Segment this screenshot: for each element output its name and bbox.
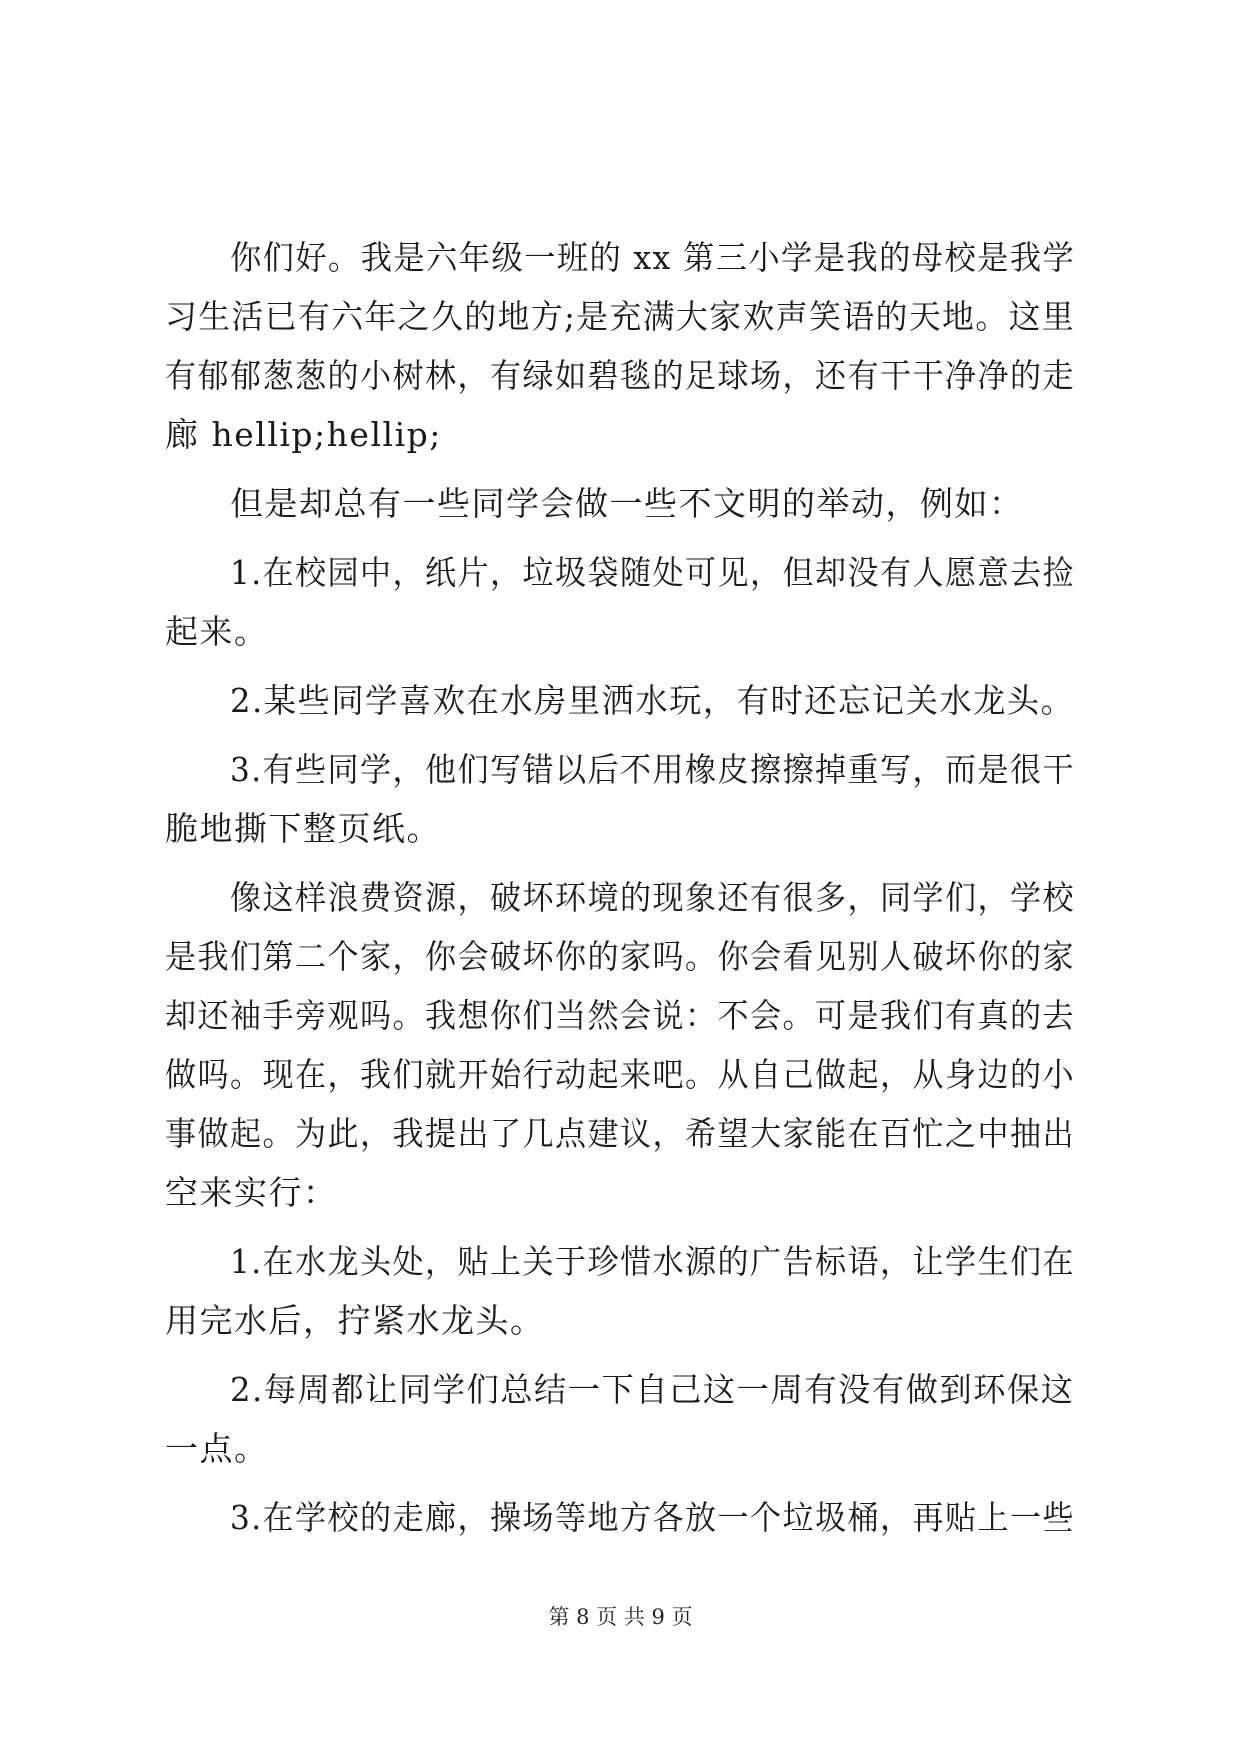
text-line: 空来实行： (165, 1173, 338, 1212)
text-line: 做吗。现在，我们就开始行动起来吧。从自己做起，从身边的小 (165, 1055, 1075, 1094)
text-line: 像这样浪费资源，破坏环境的现象还有很多，同学们，学校 (230, 878, 1075, 917)
text-line: 脆地撕下整页纸。 (165, 809, 441, 848)
text-line: 3.有些同学，他们写错以后不用橡皮擦擦掉重写，而是很干 (230, 750, 1075, 789)
text-line: 1.在水龙头处，贴上关于珍惜水源的广告标语，让学生们在 (230, 1242, 1075, 1281)
text-line: 有郁郁葱葱的小树林，有绿如碧毯的足球场，还有干干净净的走 (165, 356, 1075, 395)
text-line: 3.在学校的走廊，操场等地方各放一个垃圾桶，再贴上一些 (230, 1498, 1075, 1537)
text-line: 事做起。为此，我提出了几点建议，希望大家能在百忙之中抽出 (165, 1114, 1075, 1153)
text-line: 用完水后，拧紧水龙头。 (165, 1301, 545, 1340)
text-line: 习生活已有六年之久的地方;是充满大家欢声笑语的天地。这里 (165, 297, 1076, 336)
text-line: 但是却总有一些同学会做一些不文明的举动，例如： (230, 484, 1024, 523)
text-line: 却还袖手旁观吗。我想你们当然会说：不会。可是我们有真的去 (165, 996, 1075, 1035)
text-line: 起来。 (165, 612, 269, 651)
text-line: 2.某些同学喜欢在水房里洒水玩，有时还忘记关水龙头。 (230, 681, 1075, 720)
text-line: 2.每周都让同学们总结一下自己这一周有没有做到环保这 (230, 1370, 1075, 1409)
text-line: 一点。 (165, 1429, 269, 1468)
text-line: 廊 hellip;hellip; (165, 415, 442, 454)
page-number-footer: 第 8 页 共 9 页 (548, 1605, 693, 1629)
text-line: 是我们第二个家，你会破坏你的家吗。你会看见别人破坏你的家 (165, 937, 1075, 976)
text-line: 你们好。我是六年级一班的 xx 第三小学是我的母校是我学 (230, 238, 1076, 277)
text-line: 1.在校园中，纸片，垃圾袋随处可见，但却没有人愿意去捡 (230, 553, 1075, 592)
